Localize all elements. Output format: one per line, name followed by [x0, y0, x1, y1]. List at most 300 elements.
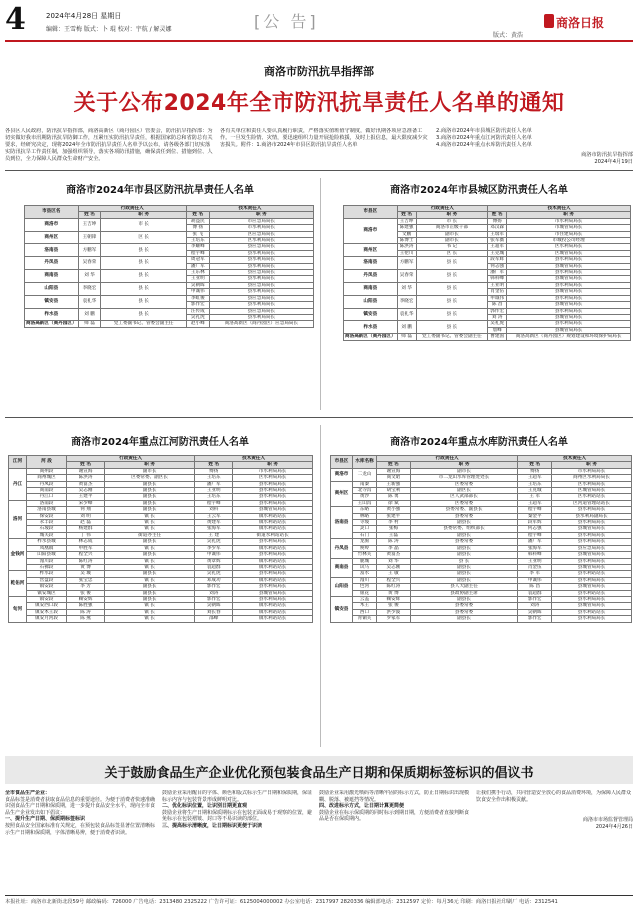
admin-post-cell: 县 长: [101, 244, 186, 257]
admin-post-cell: 县 长: [416, 270, 487, 283]
footer-edit-phone: 编辑部电话：2312597: [365, 899, 420, 905]
tech-name-cell: 申诚伟: [518, 577, 552, 583]
tech-post-cell: 区河道管理站站长: [552, 500, 632, 506]
admin-post-cell: 县 长: [101, 282, 186, 295]
tech-name-cell: 王培东: [186, 238, 209, 244]
reservoir-cell: 庾岭: [353, 545, 377, 551]
col-header: 水库名称: [353, 456, 377, 469]
tech-post-cell: 县水利局局长: [552, 532, 632, 538]
column-divider: [320, 425, 321, 747]
admin-post-cell: 书 记: [416, 244, 487, 250]
table4: [330, 455, 632, 623]
initiative-title: 关于鼓励食品生产企业优化预包装食品生产日期和保质期标签标识的倡议书: [104, 766, 534, 781]
reservoir-cell: 木王: [353, 603, 377, 609]
admin-post-cell: 区委常委: [410, 481, 518, 487]
tech-name-cell: 段军辉: [518, 520, 552, 526]
tech-name-cell: 汪传成: [186, 308, 209, 314]
tech-post-cell: 商州区水利局局长: [552, 475, 632, 481]
river-cell: 洛河: [9, 500, 27, 538]
tech-name-cell: 申诚伟: [195, 552, 233, 558]
initiative-paragraph: 按照食品安全国家标准有关规定，在预包装食品标签显著位置清晰标示生产日期和保质期，字体清晰易辨，便于消费者识读。: [5, 822, 155, 836]
admin-post-cell: 县委常委: [410, 603, 518, 609]
tech-post-cell: 街道水利站站长: [233, 532, 313, 538]
admin-name-cell: 李晓宏: [78, 282, 101, 295]
initiative-col1: [5, 790, 155, 890]
tech-name-cell: 陈 昌: [518, 584, 552, 590]
tech-post-cell: 县应急局局长: [209, 295, 313, 301]
admin-post-cell: 县委常委: [410, 539, 518, 545]
region-cell: 商州区: [344, 244, 398, 257]
admin-post-cell: 县 长: [416, 295, 487, 308]
segment-cell: 镇安城区: [27, 590, 67, 596]
region-cell: 洛南县: [25, 244, 79, 257]
admin-name-cell: 陈红涛: [377, 584, 411, 590]
tech-name-cell: 王 军: [518, 494, 552, 500]
footer-rule: [5, 895, 633, 896]
tech-name-cell: 郭作宏: [518, 616, 552, 622]
region-cell: 商南县: [25, 270, 79, 283]
admin-name-cell: 黄富杰: [67, 481, 105, 487]
col-header: 姓 名: [78, 212, 101, 218]
table1-container: [24, 205, 314, 328]
admin-post-cell: 镇 长: [105, 545, 195, 551]
admin-name-cell: 商文昭: [377, 475, 411, 481]
tech-post-cell: 县应急局局长: [552, 545, 632, 551]
admin-name-cell: 陈胜强: [67, 603, 105, 609]
county-cell: 镇安县: [331, 596, 353, 622]
tech-name-cell: 王克城: [488, 250, 507, 256]
table2: [343, 205, 631, 341]
tech-name-cell: 王培东: [195, 475, 233, 481]
table-row: [9, 475, 313, 481]
admin-post-cell: 镇 长: [105, 513, 195, 519]
col-header: 技术责任人: [518, 456, 632, 462]
reservoir-cell: 二龙山: [353, 468, 377, 481]
admin-name-cell: 陈博士: [397, 238, 416, 244]
tech-name-cell: 程宇峰: [518, 532, 552, 538]
footer-address: 本报社址：商洛市北新街北段59号: [5, 899, 85, 905]
tech-post-cell: 县水利局局长: [233, 571, 313, 577]
tech-name-cell: 李耀峰: [186, 244, 209, 250]
admin-name-cell: 张宝忠: [67, 577, 105, 583]
county-cell: 商南县: [331, 558, 353, 577]
admin-post-cell: 副县长: [410, 577, 518, 583]
admin-name-cell: 刘 鹏: [397, 321, 416, 334]
tech-post-cell: 市水利局局长: [209, 225, 313, 231]
admin-post-cell: 县委常委: [410, 609, 518, 615]
admin-name-cell: 何 翔: [67, 507, 105, 513]
reservoir-cell: 漫川: [353, 577, 377, 583]
admin-name-cell: 申胜军: [67, 545, 105, 551]
region-cell: 商南县: [344, 282, 398, 295]
admin-name-cell: 王新强: [377, 481, 411, 487]
region-cell: 商州区: [25, 231, 79, 244]
initiative-paragraph: 鼓励企业采用醒目的字体、颜色和版式标示生产日期和保质期，保证标示内容与包装背景形成鲜明对比。: [162, 790, 312, 803]
region-cell: 商洛高新区（商丹园区）: [345, 334, 396, 340]
tech-post-cell: 市水利局局长: [507, 218, 631, 224]
admin-name-cell: 张 俊: [67, 590, 105, 596]
tech-post-cell: 县水利局局长: [507, 270, 631, 276]
layout-credit: 版式：黄浩: [493, 32, 524, 39]
tech-post-cell: 县应急局局长: [209, 308, 313, 314]
col-header: 姓 名: [186, 212, 209, 218]
initiative-heading: 二、优化标识位置，让识别日期更直观: [162, 803, 248, 810]
reservoir-cell: 东峪: [353, 507, 377, 513]
col-header: 职 务: [101, 212, 186, 218]
tech-post-cell: 县水利局局长: [209, 263, 313, 269]
admin-name-cell: 陈 涛: [377, 539, 411, 545]
admin-name-cell: 李 村: [377, 520, 411, 526]
initiative-heading: 一、提升生产日期、保质期标签标识: [5, 816, 86, 823]
admin-post-cell: 副市长: [105, 468, 195, 474]
col-header: 市县区名: [25, 206, 79, 219]
county-cell: 丹凤县: [331, 539, 353, 558]
col-header: 姓 名: [518, 462, 552, 468]
region-cell: 丹凤县: [344, 270, 398, 283]
tech-name-cell: 王亚明: [186, 276, 209, 282]
col-header: 技术责任人: [195, 456, 313, 462]
tech-post-cell: 县水利局局长: [233, 481, 313, 487]
tech-post-cell: 镇水利站站长: [233, 545, 313, 551]
admin-name-cell: 王建平: [67, 494, 105, 500]
tech-post-cell: 区水利局局长: [233, 475, 313, 481]
table-row: [25, 270, 314, 276]
col-header: 河 段: [27, 456, 67, 469]
admin-name-cell: 刘 华: [397, 282, 416, 295]
admin-name-cell: 袁礼华: [78, 295, 101, 308]
tech-name-cell: 傅 扬: [186, 225, 209, 231]
admin-name-cell: 陈红涛: [67, 558, 105, 564]
admin-post-cell: 副县长: [410, 596, 518, 602]
tech-name-cell: 陈 昌: [488, 302, 507, 308]
region-cell: 山阳县: [344, 295, 398, 308]
tech-name-cell: 肖金伍: [518, 564, 552, 570]
admin-name-cell: 赖安辉: [67, 596, 105, 602]
tech-post-cell: 市水利局局长: [233, 468, 313, 474]
tech-name-cell: 潘广军: [518, 539, 552, 545]
tech-name-cell: 刘长春: [195, 609, 233, 615]
county-cell: 洛南县: [331, 507, 353, 539]
tech-name-cell: 王超军: [518, 475, 552, 481]
tech-post-cell: 市应急局局长: [209, 218, 313, 224]
tech-name-cell: 王东林: [186, 270, 209, 276]
tech-name-cell: 王超军: [488, 244, 507, 250]
segment-cell: 永丰段: [27, 520, 67, 526]
tech-post-cell: 县水利局局长: [507, 257, 631, 263]
table-row: [25, 257, 314, 263]
tech-post-cell: 县城管局局长: [552, 526, 632, 532]
admin-name-cell: 黄富杰: [377, 552, 411, 558]
admin-name-cell: 陈洪涛: [397, 244, 416, 250]
tech-post-cell: 县水利局局长: [233, 552, 313, 558]
tech-name-cell: 张海军: [518, 545, 552, 551]
admin-name-cell: 黄 博: [377, 590, 411, 596]
tech-post-cell: 区应急局局长: [209, 231, 313, 237]
tech-post-cell: 县水利局局长: [507, 282, 631, 288]
admin-name-cell: 赖安辉: [377, 596, 411, 602]
tech-post-cell: 县应急局局长: [209, 270, 313, 276]
admin-post-cell: 区委常委: [410, 500, 518, 506]
admin-name-cell: 陈 涛: [67, 609, 105, 615]
notice-body-col1: 各县区人民政府，防汛抗旱指挥部，商洛高新区（商丹园区）管委会，防汛抗旱指挥部：为切实做好我市汛期防汛抗旱防御工作，压紧压实防汛抗旱责任，根据国家防总和省防总有关要求，经研究决定，现将2024年全市防汛抗旱责任人名单予以公布，请各级各部门切实落实防汛抗旱工作责任制，加强组织领导，落实各项防汛措施，确保责任到位、措施到位、人员到位，全力保障人民群众生命财产安全。: [5, 128, 213, 162]
admin-name-cell: 胡宝利: [377, 488, 411, 494]
tech-post-cell: 县城管局局长: [507, 263, 631, 269]
admin-post-cell: 县 长: [416, 257, 487, 270]
segment-cell: 镇安月河段: [27, 616, 67, 622]
tech-post-cell: 商洛高新区（商丹园区）应急局局长: [209, 321, 313, 327]
table-row: [25, 282, 314, 288]
initiative-paragraph: 让我们携手行动，共同营造安全放心的食品消费环境，为保障人民群众饮食安全作出积极贡献。: [476, 790, 632, 803]
tech-post-cell: 县水利局局长: [233, 584, 313, 590]
tech-name-cell: 王瑞军: [488, 231, 507, 237]
initiative-col4: [476, 790, 633, 892]
tech-name-cell: 傅扬: [195, 468, 233, 474]
table3: [8, 455, 313, 623]
footer-printer: 印刷：商洛日报社印刷厂: [460, 899, 518, 905]
tech-name-cell: 袁超群: [518, 590, 552, 596]
divider: [5, 170, 633, 171]
admin-name-cell: 刘 明: [67, 513, 105, 519]
table2-container: [343, 205, 631, 341]
admin-post-cell: 副县长: [105, 584, 195, 590]
admin-post-cell: 副县长: [105, 552, 195, 558]
table4-container: [330, 455, 632, 623]
admin-name-cell: 程全兴: [377, 577, 411, 583]
county-cell: 山阳县: [331, 577, 353, 596]
admin-post-cell: 副县长: [105, 488, 195, 494]
tech-post-cell: 县水利局局长: [552, 520, 632, 526]
tech-post-cell: 县水利局副局长: [552, 513, 632, 519]
admin-name-cell: 吴志刚: [67, 488, 105, 494]
initiative-col2: [162, 790, 312, 890]
admin-name-cell: 吴春荣: [397, 270, 416, 283]
tech-post-cell: 区城管局局长: [507, 250, 631, 256]
admin-post-cell: 县 长: [101, 295, 186, 308]
tech-name-cell: 李虹俊: [186, 295, 209, 301]
tech-post-cell: 县水利站站长: [552, 571, 632, 577]
admin-post-cell: 副县长: [105, 481, 195, 487]
region-cell: 商洛高新区（商丹园区）: [26, 321, 77, 327]
col-header: 技术责任人: [186, 206, 313, 212]
col-header: 行政责任人: [67, 456, 195, 462]
table1-title: 商洛市2024年市县区防汛抗旱责任人名单: [66, 185, 254, 196]
admin-post-cell: 党工委副书记、管委会副主任: [416, 334, 487, 340]
tech-name-cell: 吴朝晖: [186, 282, 209, 288]
tech-post-cell: 县城管局局长: [552, 584, 632, 590]
table2-title: 商洛市2024年市县城区防汛责任人名单: [390, 185, 568, 196]
notice-issuer: 商洛市防汛抗旱指挥部: [264, 65, 374, 78]
tech-post-cell: 县城管局局长: [507, 289, 631, 295]
col-header: 职 务: [233, 462, 313, 468]
tech-name-cell: 刘 涛: [488, 314, 507, 320]
admin-name-cell: 吴春荣: [78, 257, 101, 270]
tech-post-cell: 县水利局局长: [209, 289, 313, 295]
header-rule: [5, 40, 633, 42]
admin-post-cell: 副县长: [105, 500, 195, 506]
admin-name-cell: 陈建强: [397, 225, 416, 231]
col-header: 姓 名: [67, 462, 105, 468]
reservoir-cell: 寺坡: [353, 520, 377, 526]
col-header: 市县区: [331, 456, 353, 469]
admin-post-cell: 副县长: [105, 494, 195, 500]
admin-name-cell: 黄小强: [377, 507, 411, 513]
admin-name-cell: 王朝锋: [78, 231, 101, 244]
admin-post-cell: 县委常委: [410, 513, 518, 519]
tech-name-cell: 潘广军: [488, 270, 507, 276]
tech-name-cell: 吴礼虎: [195, 571, 233, 577]
admin-post-cell: 县 长: [101, 270, 186, 283]
section-label: [公 告]: [254, 12, 319, 31]
footer-office-phone: 办公室电话：2317997 2820336: [284, 899, 364, 905]
reservoir-cell: 青铜关: [353, 616, 377, 622]
admin-post-cell: 副县长: [410, 564, 518, 570]
admin-post-cell: 镇 长: [105, 526, 195, 532]
segment-cell: 石坡段: [27, 526, 67, 532]
admin-post-cell: 市二龙山水库管理处处长: [410, 475, 518, 481]
reservoir-cell: 鹿城: [353, 558, 377, 564]
segment-cell: 商南段: [27, 488, 67, 494]
tech-post-cell: 县水利局局长: [507, 321, 631, 327]
segment-cell: 柞水段: [27, 571, 67, 577]
admin-post-cell: 商洛市正级干部: [416, 225, 487, 231]
admin-post-cell: 区人武部部长: [410, 494, 518, 500]
attachment-item: 4.商洛市2024年重点水库防汛责任人名单: [436, 142, 532, 148]
tech-name-cell: 王亚明: [195, 488, 233, 494]
tech-post-cell: 县水利局局长: [209, 276, 313, 282]
notice-body-col2: 各有关单位和责任人要认真履行职责，严格落实值班值守制度，做好汛期各项应急准备工作。一旦发生险情、灾情，要迅速组织力量开展抢险救援，及时上报信息，最大限度减少灾害损失。附件：1.商洛市2024年市县区防汛抗旱责任人名单: [220, 128, 428, 148]
admin-post-cell: 镇 长: [105, 520, 195, 526]
table-row: [25, 295, 314, 301]
tech-name-cell: 刘涛: [518, 603, 552, 609]
admin-post-cell: 镇 长: [105, 609, 195, 615]
attachment-item: 3.商洛市2024年重点江河防汛责任人名单: [436, 135, 532, 141]
admin-post-cell: 党工委副书记、管委会副主任: [101, 321, 186, 327]
tech-post-cell: 县水利站站长: [552, 590, 632, 596]
region-cell: 山阳县: [25, 282, 79, 295]
region-cell: 商洛市: [344, 218, 398, 244]
tech-post-cell: 县城管局局长: [552, 552, 632, 558]
tech-name-cell: 肖金伍: [488, 289, 507, 295]
tech-name-cell: 王亚明: [518, 558, 552, 564]
admin-name-cell: 黄 博: [67, 564, 105, 570]
table3-title: 商洛市2024年重点江河防汛责任人名单: [71, 437, 249, 448]
page-header: [0, 0, 638, 44]
table-row: [25, 231, 314, 237]
tech-name-cell: 张 飞: [186, 231, 209, 237]
county-cell: 商洛市: [331, 468, 353, 481]
segment-cell: 保安段: [27, 513, 67, 519]
admin-name-cell: 徐 斌: [377, 500, 411, 506]
col-header: 职 务: [507, 212, 631, 218]
tech-post-cell: 县水利局局长: [209, 257, 313, 263]
tech-post-cell: 县水利局局长: [552, 616, 632, 622]
admin-post-cell: 副市长: [410, 468, 518, 474]
tech-post-cell: 县水利局局长: [233, 500, 313, 506]
tech-name-cell: 胡益民: [186, 218, 209, 224]
reservoir-cell: 南秦: [353, 481, 377, 487]
admin-name-cell: 王磊: [377, 532, 411, 538]
reservoir-cell: 色河: [353, 584, 377, 590]
admin-name-cell: 张梅: [377, 526, 411, 532]
tech-name-cell: 吴礼虎: [186, 314, 209, 320]
admin-post-cell: 县 长: [101, 257, 186, 270]
river-cell: 丹江: [9, 468, 27, 500]
col-header: 职 务: [552, 462, 632, 468]
tech-name-cell: 袁超群: [195, 564, 233, 570]
admin-name-cell: 张 俊: [377, 603, 411, 609]
tech-post-cell: 市城投公司经理: [507, 238, 631, 244]
tech-post-cell: 县城管局局长: [507, 302, 631, 308]
admin-post-cell: 副县长: [105, 571, 195, 577]
admin-name-cell: 李晓宏: [397, 295, 416, 308]
attachment-item: 2.商洛市2024年市县城区防汛责任人名单: [436, 128, 532, 134]
tech-name-cell: 段军辉: [488, 257, 507, 263]
table4-title: 商洛市2024年重点水库防汛责任人名单: [390, 437, 568, 448]
tech-name-cell: 王云军: [195, 513, 233, 519]
admin-post-cell: 县政协副主席: [410, 590, 518, 596]
tech-post-cell: 县城管局局长: [552, 603, 632, 609]
tech-name-cell: 郭作宏: [186, 302, 209, 308]
tech-post-cell: 县城管局局长: [233, 590, 313, 596]
admin-post-cell: 副市长: [416, 231, 487, 237]
segment-cell: 营盘段: [27, 577, 67, 583]
tech-name-cell: 张海军: [195, 526, 233, 532]
segment-cell: 石佛段: [27, 564, 67, 570]
col-header: 姓 名: [488, 212, 507, 218]
admin-name-cell: 谢宣海: [67, 468, 105, 474]
reservoir-cell: 富水: [353, 571, 377, 577]
admin-post-cell: 镇 长: [105, 616, 195, 622]
admin-post-cell: 副区长: [410, 488, 518, 494]
tech-post-cell: 商洛高新区（商丹园区）规划建设和环境保护局局长: [507, 334, 631, 340]
region-cell: 丹凤县: [25, 257, 79, 270]
tech-name-cell: 程宇峰: [186, 250, 209, 256]
tech-post-cell: 区水利局局长: [552, 481, 632, 487]
tech-name-cell: 申诚伟: [488, 295, 507, 301]
reservoir-cell: 石门: [353, 532, 377, 538]
admin-post-cell: 副县长: [105, 596, 195, 602]
tech-name-cell: 吴朝晖: [195, 603, 233, 609]
initiative-paragraph: 鼓励企业将生产日期和保质期标示在包装正面或易于观察的位置，避免标示在包装褶皱、封口等不易识读的部位。: [162, 809, 312, 823]
admin-name-cell: 方鹏军: [78, 244, 101, 257]
tech-post-cell: 镇水利站站长: [233, 513, 313, 519]
region-cell: 柞水县: [344, 321, 398, 334]
footer-print-phone: 电话：2312541: [519, 899, 558, 905]
tech-name-cell: 傅扬: [518, 468, 552, 474]
tech-post-cell: 县水利局局长: [209, 250, 313, 256]
table-row: [25, 321, 314, 327]
tech-name-cell: 吴礼虎: [195, 539, 233, 545]
tech-post-cell: 县应急局局长: [209, 282, 313, 288]
issue-date: 2024年4月28日 星期日: [46, 12, 122, 20]
col-header: 姓 名: [195, 462, 233, 468]
admin-name-cell: 王吉坤: [397, 218, 416, 224]
tech-post-cell: 区水利站站长: [552, 494, 632, 500]
admin-name-cell: 刘 鹏: [78, 308, 101, 321]
tech-name-cell: 郭作宏: [488, 308, 507, 314]
tech-name-cell: 秦金平: [518, 513, 552, 519]
segment-cell: 镇安段: [27, 596, 67, 602]
col-header: 市县区: [344, 206, 398, 219]
admin-name-cell: 洪少波: [377, 609, 411, 615]
reservoir-cell: 黄沙: [353, 494, 377, 500]
footer-post: 邮政编码：726000: [85, 899, 132, 905]
tech-post-cell: 镇水利站站长: [233, 526, 313, 532]
tech-name-cell: 程宇峰: [518, 507, 552, 513]
col-header: 职 务: [209, 212, 313, 218]
tech-name-cell: 李少军: [195, 545, 233, 551]
tech-name-cell: 韩科峰: [518, 552, 552, 558]
